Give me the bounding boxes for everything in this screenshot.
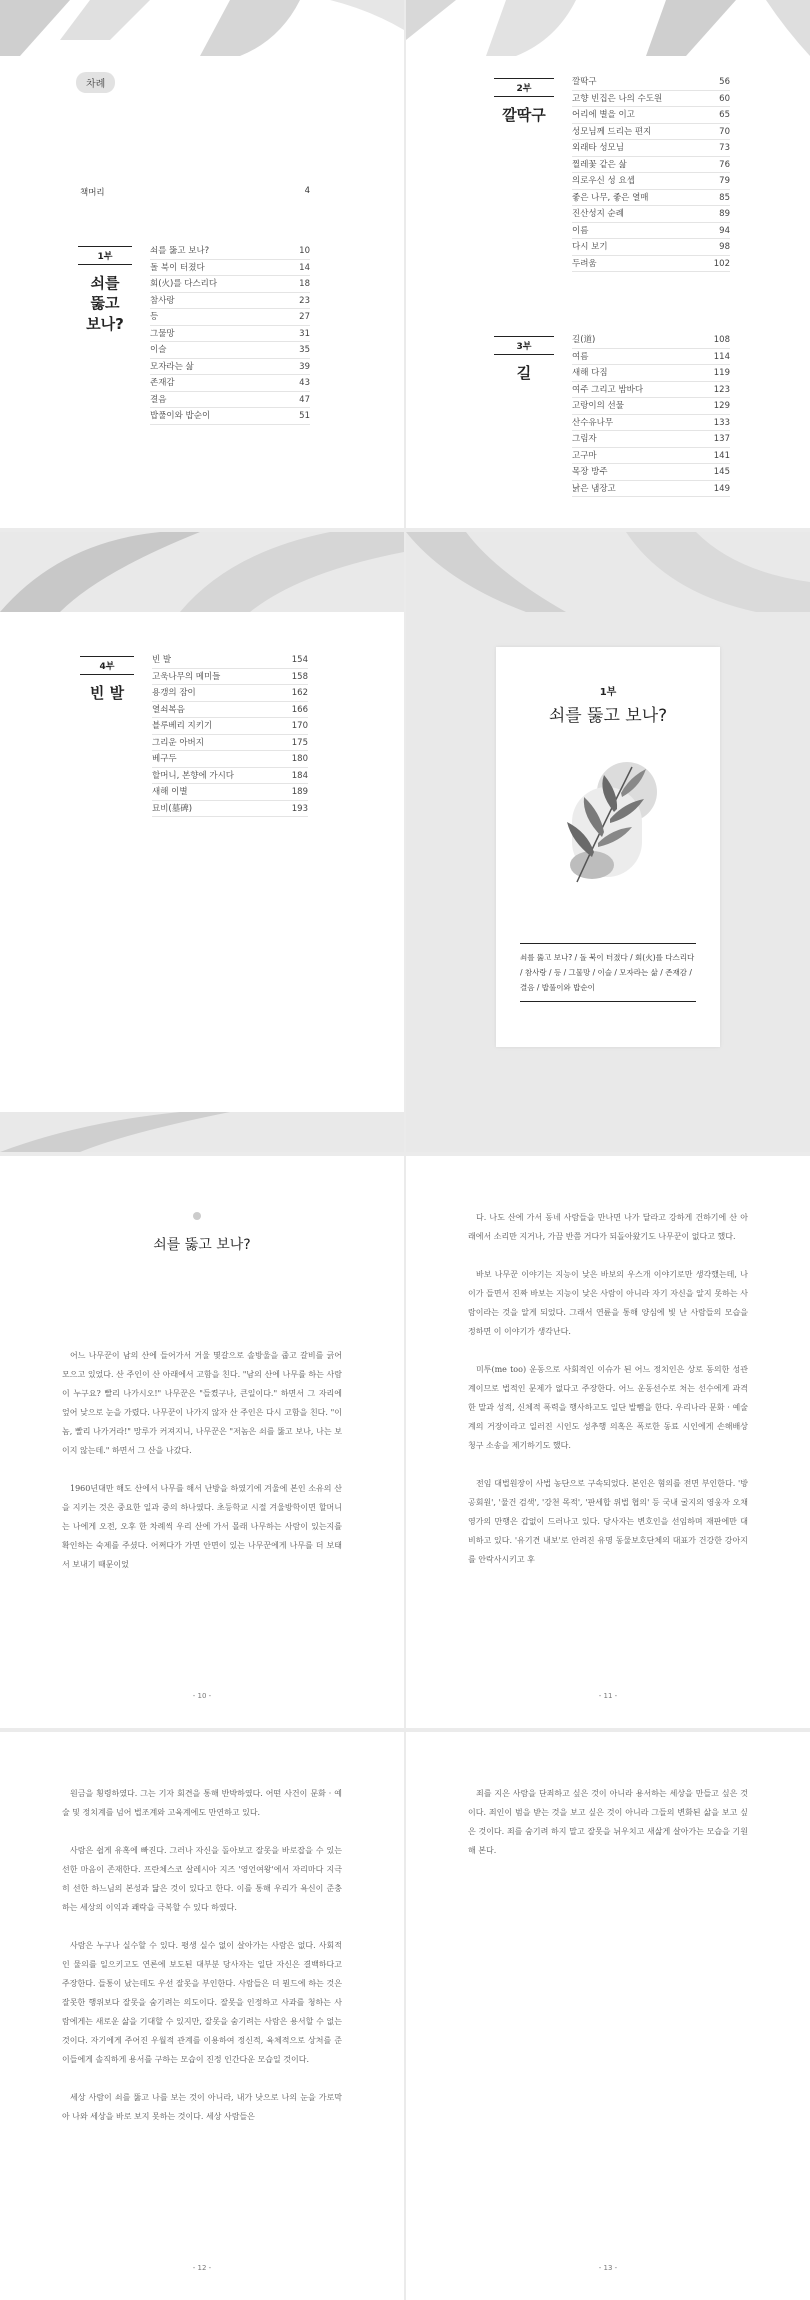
toc-item[interactable] [150,342,310,359]
part-title: 빈 발 [89,684,125,702]
paragraph: 미투(me too) 운동으로 사회적인 이슈가 된 어느 정치인은 상로 동의한 성관계이므로 법적인 문제가 없다고 주장한다. 어느 운동선수로 처는 선수에게 과격한 말과 성적, 신체적 폭력을 행사하고도 일단 발뺌을 한다. 우리나라 문화 · 예술계의 거장이라고 일러진 시인도 성추행 의혹은 폭로한 동료 시인에게 손해배상 청구 소송을 제기하기도 했다. [468,1365,748,1450]
toc-item-title: 열쇠복음 [152,704,185,715]
toc-item[interactable] [150,243,310,260]
toc-item-title: 할머니, 본향에 가시다 [152,770,235,781]
toc-item-title: 묘비(墓碑) [152,803,193,814]
toc-item-page: 162 [291,688,308,698]
toc-item[interactable] [152,652,308,669]
toc-item-page: 14 [299,262,310,273]
toc-item-title: 깔딱구 [572,77,597,87]
toc-item-page: 56 [719,77,730,87]
toc-item-title: 이름 [572,225,589,236]
toc-item-title: 참사랑 [150,295,175,306]
toc-item-title: 존재감 [150,378,175,388]
toc-item[interactable] [572,365,730,382]
paragraph: 죄를 지은 사람을 단죄하고 싶은 것이 아니라 용서하는 세상을 만들고 싶은 것이다. 죄인이 범을 받는 것을 보고 싶은 것이 아니라 그들의 변화된 삶을 보고 싶은 것이다. 죄를 숨기려 하지 말고 잘못을 뉘우치고 새삶게 살아가는 모습을 기원해 본다. [468,1789,748,1855]
toc-item[interactable] [572,448,730,465]
part-heading-2 [494,78,554,125]
toc-item[interactable] [152,669,308,686]
toc-item-title: 어리에 별을 이고 [572,110,635,120]
toc-item-title: 성모님께 드리는 편지 [572,126,652,137]
toc-item-page: 89 [719,209,730,219]
toc-item-title: 고랑이의 선물 [572,401,624,411]
toc-item-title: 회(火)를 다스리다 [150,279,218,289]
body-text [62,1784,342,2145]
toc-item-page: 60 [719,93,730,104]
toc-item-title: 그리운 아버지 [152,737,204,748]
toc-item-page: 123 [713,384,730,395]
toc-item[interactable] [572,481,730,498]
toc-item[interactable] [150,260,310,277]
toc-item-title: 여주 그리고 밤바다 [572,384,644,395]
toc-list-part-2 [572,74,730,272]
chapter-title: 쇠를 뚫고 보나? [153,1237,251,1253]
toc-item-title: 돌 북이 터졌다 [150,262,205,273]
paragraph: 전임 대법원장이 사법 농단으로 구속되었다. 본인은 혐의를 전면 부인한다. '방공회원', '물건 검색', '강천 목적', '판세합 위법 협의' 등 국내 굴지의 영웅자 오채 영가의 만행은 갑없이 드러나고 있다. 당사자는 변호인을 선임하며 재판에만 대비하고 있다. '유기견 내보'로 안려진 유명 동물보호단체의 대표가 건강한 강아지를 안락사시키고 후 [468,1479,748,1564]
toc-item-page: 27 [299,312,310,322]
paragraph: 원금을 횡령하였다. 그는 기자 회견을 통해 반박하였다. 어떤 사건이 문화 · 예술 및 정치계를 넘어 법조계와 고육계에도 만연하고 있다. [62,1789,342,1817]
toc-item-title: 새해 이별 [152,787,188,797]
toc-item-title: 새해 다짐 [572,368,608,378]
toc-item[interactable] [150,326,310,343]
toc-item-page: 193 [291,803,308,814]
toc-item-title: 좋은 나무, 좋은 열매 [572,192,649,203]
toc-item-title: 여름 [572,351,589,362]
part-heading-4 [80,656,134,703]
toc-item-title: 용갱의 잠이 [152,688,196,698]
body-text [62,1346,342,1593]
toc-item-page: 158 [291,671,308,682]
toc-item-page: 47 [299,394,310,405]
toc-item-page: 51 [299,411,310,421]
toc-item-title: 고향 빈집은 나의 수도원 [572,93,663,104]
toc-item-page: 10 [299,246,310,256]
part-tag: 1부 [78,246,132,265]
toc-item-page: 23 [299,295,310,306]
toc-item-page: 43 [299,378,310,388]
toc-item-page: 170 [291,721,308,731]
part-title: 깔딱구 [502,106,546,124]
body-text [468,1784,748,1879]
toc-item-page: 129 [713,401,730,411]
part-cover-page [406,532,810,1152]
toc-item-page: 133 [713,417,730,428]
toc-item-page: 18 [299,279,310,289]
cover-part-title: 쇠를 뚫고 보나? [548,706,668,726]
toc-item-title: 밥풀이와 밥순이 [150,411,211,421]
cover-contents-list: 쇠를 뚫고 보나? / 돌 북이 터졌다 / 회(火)를 다스리다 / 참사랑 / 등 / 그물망 / 이슬 / 모자라는 삶 / 존재감 / 결음 / 밥풀이와 밥순이 [520,943,696,1002]
part-tag: 4부 [80,656,134,675]
page-number: - 11 - [598,1692,618,1700]
page-number: - 12 - [192,2264,212,2272]
toc-item-page: 166 [291,704,308,715]
page-number: - 10 - [192,1692,212,1700]
decorative-header-shapes [0,532,404,612]
part-heading-1 [78,246,132,334]
toc-item-page: 39 [299,361,310,372]
part-tag: 3부 [494,336,554,355]
toc-item[interactable] [150,293,310,310]
toc-item[interactable] [152,784,308,801]
page-number: - 13 - [598,2264,618,2272]
toc-item-page: 73 [719,143,730,153]
toc-item[interactable] [150,375,310,392]
toc-item-page: 102 [713,258,730,269]
toc-item[interactable] [150,408,310,425]
toc-item[interactable] [572,332,730,349]
toc-item-title: 그림자 [572,434,597,444]
chapter-page-12 [0,1732,404,2300]
toc-item[interactable] [572,206,730,223]
toc-item-title: 모자라는 삶 [150,361,194,372]
toc-item-title: 블루베리 지키기 [152,721,213,731]
toc-list-part-1 [150,243,310,425]
toc-item[interactable] [572,190,730,207]
toc-item[interactable] [572,223,730,240]
toc-item-title: 이슬 [150,345,167,355]
toc-item-title: 그물망 [150,328,175,339]
decorative-header-shapes [406,0,810,56]
toc-item-page: 145 [713,467,730,477]
toc-item[interactable] [150,276,310,293]
toc-item-title: 결음 [150,394,167,405]
toc-item-page: 114 [713,351,730,362]
paragraph: 사람은 누구나 실수할 수 있다. 평생 실수 없이 살아가는 사람은 없다. 사회적인 물의를 일으키고도 연론에 보도된 대부분 당사자는 일단 자신은 결백하다고 주장한다. 들통이 났는데도 우선 잘못을 부인한다. 사람들은 더 뭔드에 하는 것은 잘못한 행위보다 잘못을 숨기려는 의도이다. 잘못을 인정하고 사과를 청하는 사람에게는 새로운 삶을 기대할 수 있지만, 잘못을 숨기려는 사람은 용서할 수 없는 것이다. 자기에게 주어진 우월적 관계를 이용하여 정신적, 육체적으로 상처를 준 이들에게 솔직하게 용서를 구하는 모습이 진정 인간다운 모습일 것이다. [62,1941,342,2064]
part-tag: 2부 [494,78,554,97]
toc-item[interactable] [572,464,730,481]
toc-item[interactable] [572,349,730,366]
toc-item[interactable] [572,382,730,399]
toc-badge: 차례 [76,72,115,93]
toc-item[interactable] [150,309,310,326]
toc-item[interactable] [572,239,730,256]
toc-item-title: 베구두 [152,754,177,764]
toc-item-page: 154 [291,655,308,665]
toc-item-page: 189 [291,787,308,797]
toc-item-page: 184 [291,770,308,781]
toc-item[interactable] [572,173,730,190]
paragraph: 세상 사람이 쇠를 뚫고 나를 보는 것이 아니라, 내가 낫으로 나의 눈을 가로막아 나와 세상을 바로 보지 못하는 것이다. 세상 사람들은 [62,2093,342,2121]
toc-item-title: 고구마 [572,450,597,461]
toc-item[interactable] [572,124,730,141]
chapter-page-11 [406,1156,810,1728]
toc-preface[interactable] [80,186,310,198]
toc-item-page: 180 [291,754,308,764]
toc-item-title: 쇠를 뚫고 보나? [150,246,210,256]
toc-item-page: 137 [713,434,730,444]
chapter-page-10 [0,1156,404,1728]
toc-item[interactable] [572,398,730,415]
part-title: 길 [516,364,532,382]
toc-item[interactable] [152,801,308,818]
toc-item-page: 108 [713,335,730,345]
toc-item-page: 65 [719,110,730,120]
chapter-dot-ornament [193,1212,201,1220]
toc-preface-page: 4 [304,186,310,196]
toc-item-page: 94 [719,225,730,236]
toc-item[interactable] [152,718,308,735]
part-heading-3 [494,336,554,383]
chapter-page-13 [406,1732,810,2300]
toc-item[interactable] [572,107,730,124]
toc-item-title: 낡은 냄장고 [572,483,616,494]
toc-item-title: 진산성지 순례 [572,209,624,219]
toc-item[interactable] [572,157,730,174]
decorative-footer-shapes [0,1112,404,1152]
toc-item-page: 119 [713,368,730,378]
toc-item-page: 70 [719,126,730,137]
toc-item-title: 두려움 [572,258,597,269]
toc-item-page: 85 [719,192,730,203]
toc-item-title: 의로우신 성 요셉 [572,176,635,186]
toc-item[interactable] [152,685,308,702]
toc-item-page: 149 [713,483,730,494]
toc-item-title: 빈 발 [152,655,172,665]
paragraph: 바보 나무꾼 이야기는 지능이 낮은 바보의 우스개 이야기로만 생각했는데, 나이가 들면서 진짜 바보는 지능이 낮은 사람이 아니라 자기 자신을 알지 못하는 사람이라는 것을 알게 되었다. 그래서 연륜을 통해 양심에 빛 난 사람들의 모습을 정하면 이 이야기가 생각난다. [468,1270,748,1336]
paragraph: 어느 나무꾼이 남의 산에 들어가서 거울 몇갈으로 솔방울을 줍고 갈비를 긁어모으고 있었다. 산 주인이 산 아래에서 고함을 친다. "남의 산에 나무를 하는 사람이 누구요? 빨리 나가시오!" 나무꾼은 "들켰구나, 큰일이다." 하면서 그 자리에 엎어 낮으로 눈을 가렸다. 나무꾼이 나가지 않자 산 주인은 다시 고함을 친다. "이놈, 빨리 나가거라!" 망루가 커져지니, 나무꾼은 "저놈은 쇠를 뚫고 보나, 나는 보이지 않는데." 하면서 그 산을 나갔다. [62,1351,342,1455]
toc-item[interactable] [152,735,308,752]
part-title: 쇠를 뚫고 보나? [86,274,124,333]
paragraph: 사람은 쉽게 유혹에 빠진다. 그러나 자신을 돌아보고 잘못을 바로잡을 수 있는 선한 마음이 존재한다. 프란체스코 살레시아 지즈 '영언여왕'에서 자리마다 지극히 선한 하느님의 본성과 닮은 것이 있다고 한다. 이를 통해 우리가 욕신이 준충하는 세상의 이익과 쾌락을 극복할 수 있다 하였다. [62,1846,342,1912]
toc-item-page: 79 [719,176,730,186]
toc-item-title: 다시 보기 [572,242,608,252]
toc-item[interactable] [572,415,730,432]
toc-item-title: 등 [150,312,159,322]
toc-item[interactable] [152,751,308,768]
toc-page-3 [0,532,404,1152]
toc-item-title: 찔레꽃 같은 삶 [572,159,627,170]
leaf-illustration-icon [532,747,682,897]
toc-page-2 [406,0,810,528]
decorative-header-shapes [0,0,404,56]
toc-item[interactable] [572,140,730,157]
toc-item[interactable] [572,256,730,273]
toc-item-page: 175 [291,737,308,748]
toc-item[interactable] [572,431,730,448]
decorative-header-shapes [406,532,810,612]
toc-item[interactable] [150,392,310,409]
paragraph: 다. 나도 산에 가서 동네 사람들을 만나면 나가 달라고 강하게 건하기에 산 아래에서 소리만 지거나, 가끔 반쯤 거다가 되돌아왔기도 나무꾼이 없다고 했다. [468,1213,748,1241]
toc-item-page: 98 [719,242,730,252]
toc-item[interactable] [152,702,308,719]
toc-item-title: 외래타 성모님 [572,143,624,153]
toc-item[interactable] [150,359,310,376]
toc-item-page: 35 [299,345,310,355]
toc-preface-title: 책머리 [80,188,105,198]
cover-part-number: 1부 [599,687,617,698]
toc-item[interactable] [572,91,730,108]
toc-item[interactable] [152,768,308,785]
toc-item[interactable] [572,74,730,91]
paragraph: 1960년대만 해도 산에서 나무를 해서 난방을 하였기에 겨울에 본인 소유의 산을 지키는 것은 중요한 일과 중의 하나였다. 초등학교 시절 겨울방학이면 할머니는 나에게 오전, 오후 한 차례씩 우리 산에 가서 몰래 나무하는 사람이 있는지를 확인하는 숙제를 주셨다. 어쩌다가 가면 안면이 있는 나무꾼에게 나무를 더 보태서 보내기 때문이었 [62,1484,342,1569]
toc-item-title: 고욱나무의 메미들 [152,671,221,682]
toc-list-part-4 [152,652,308,817]
toc-item-page: 31 [299,328,310,339]
toc-item-title: 목장 방주 [572,467,608,477]
toc-item-title: 길(道) [572,335,596,345]
toc-list-part-3 [572,332,730,497]
toc-page-1 [0,0,404,528]
toc-item-page: 76 [719,159,730,170]
part-cover-card [496,647,720,1047]
body-text [468,1208,748,1588]
toc-item-title: 산수유나무 [572,417,614,428]
toc-item-page: 141 [713,450,730,461]
